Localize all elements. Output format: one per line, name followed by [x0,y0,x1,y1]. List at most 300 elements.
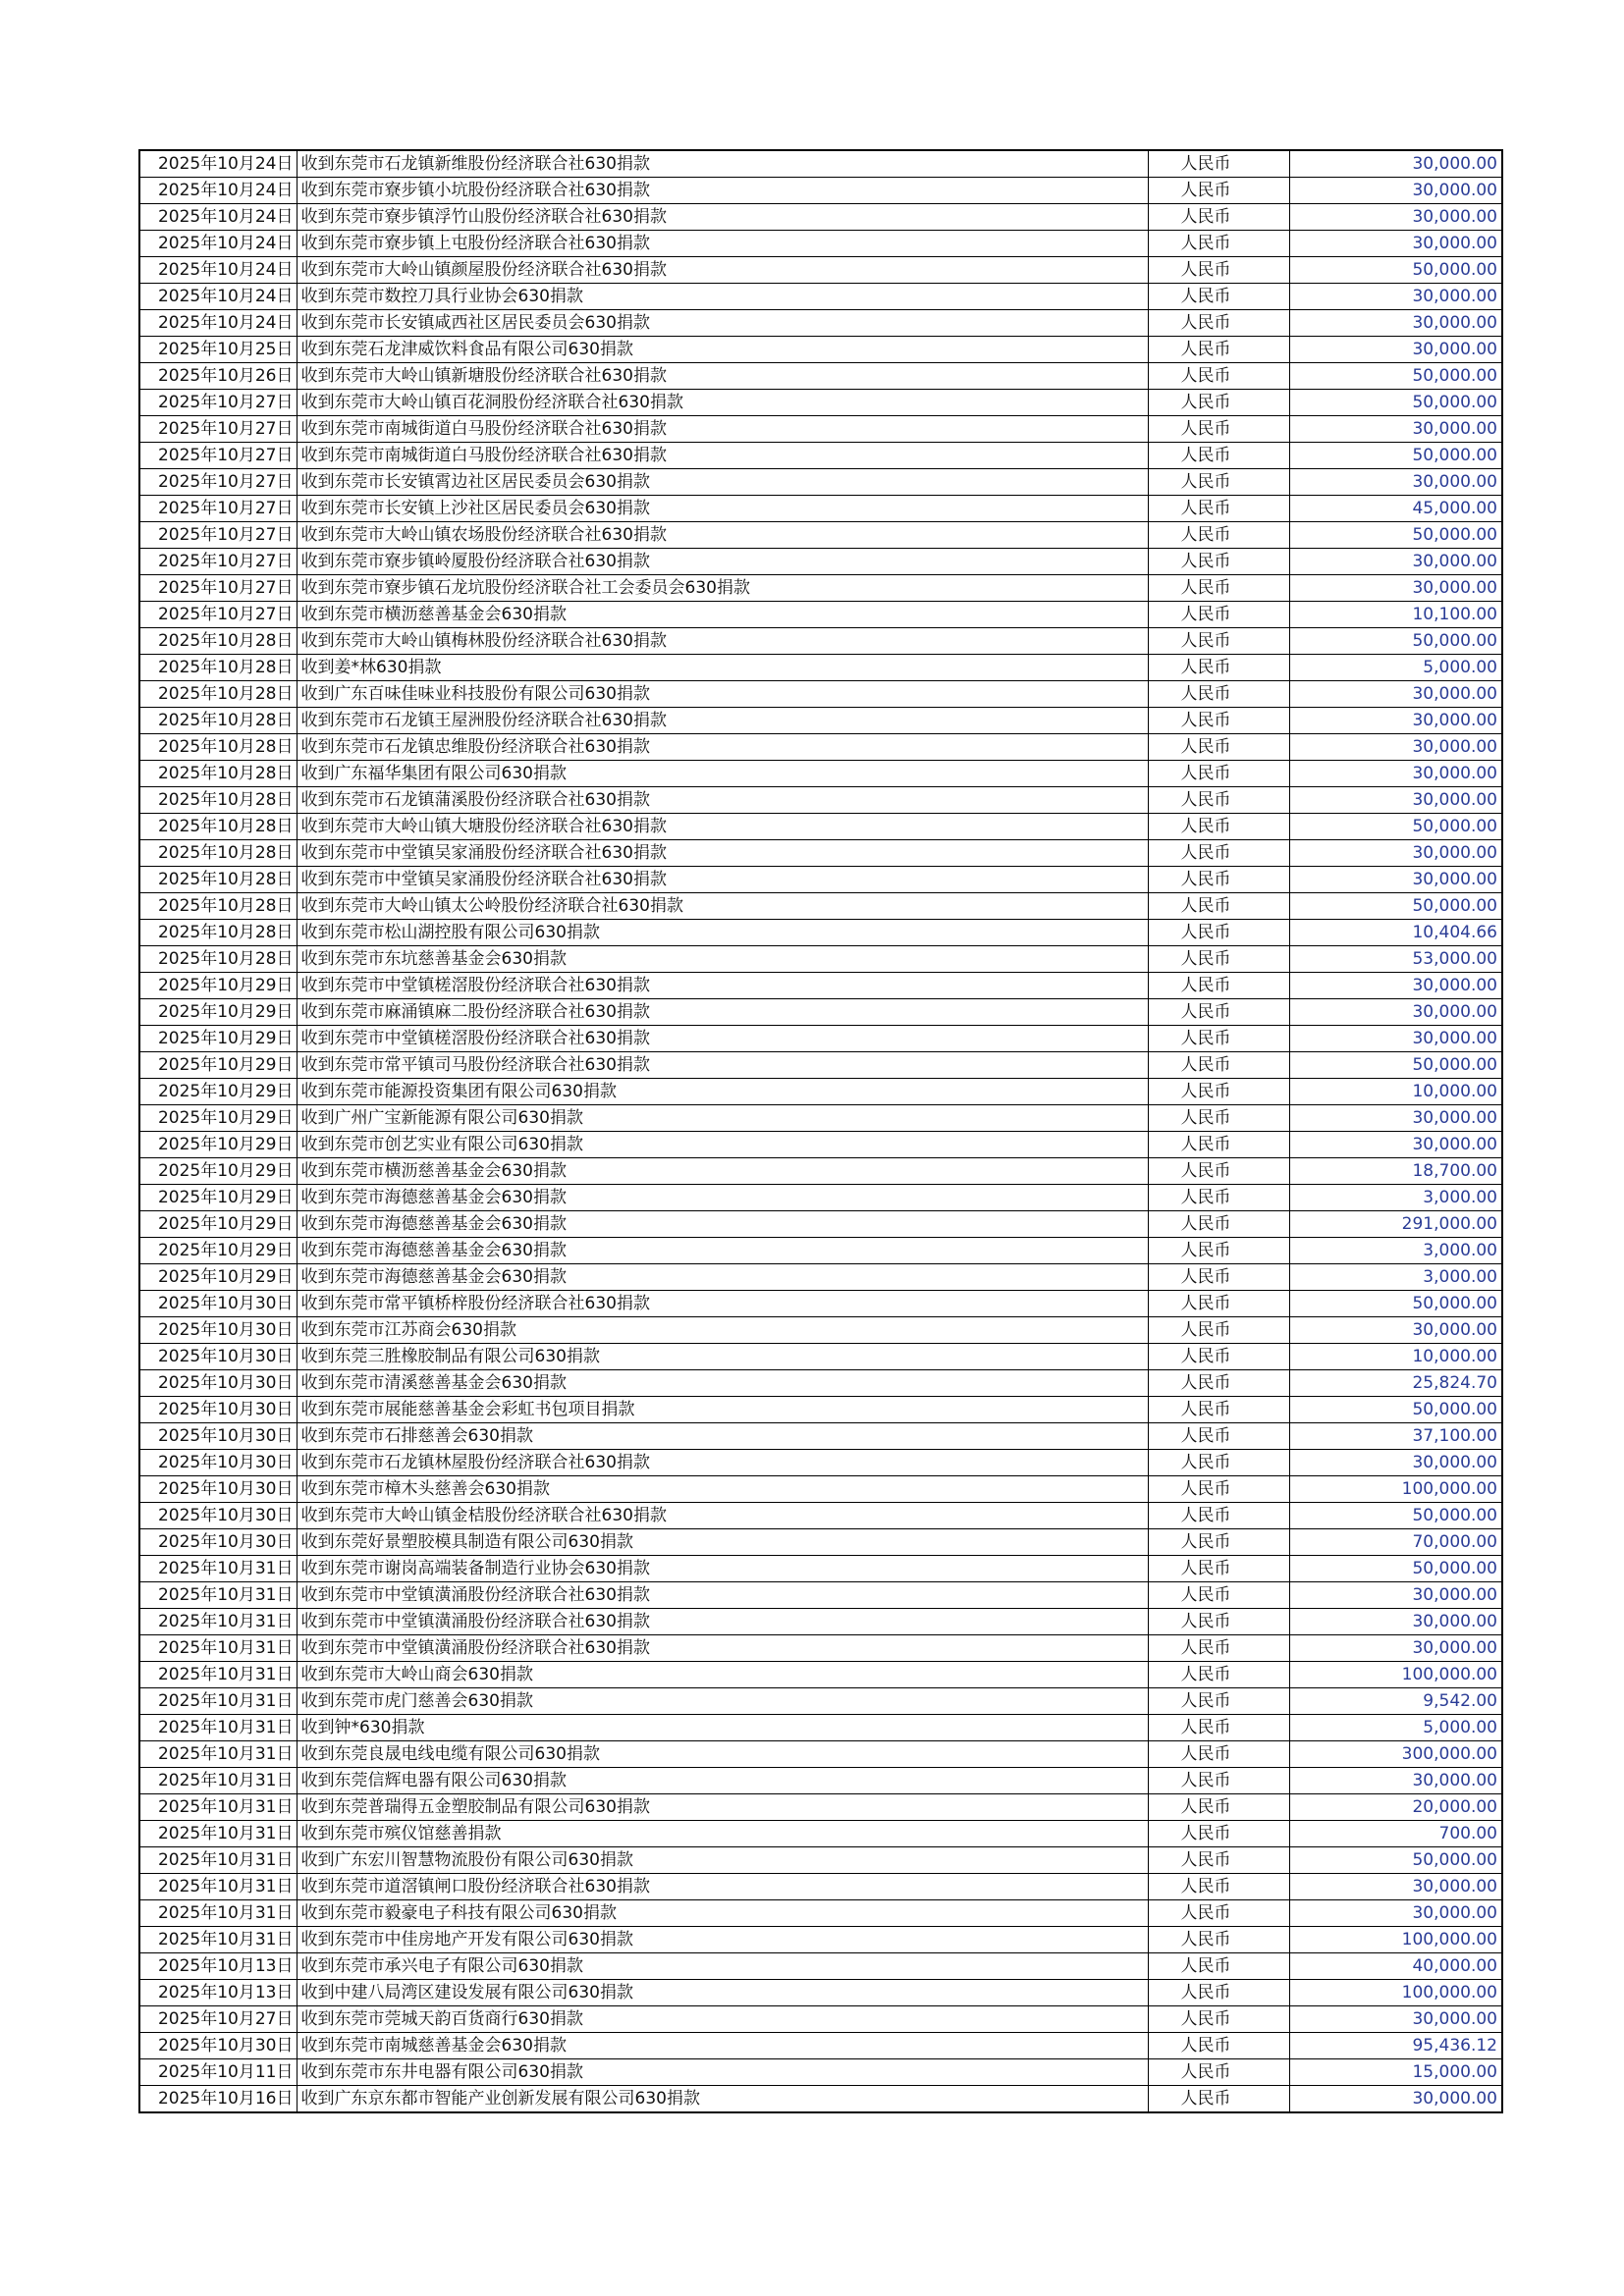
row-date: 2025年10月29日 [139,1185,297,1211]
row-description: 收到东莞市大岭山镇新塘股份经济联合社630捐款 [297,363,1148,390]
row-amount: 30,000.00 [1289,150,1502,178]
row-amount: 50,000.00 [1289,1556,1502,1582]
row-description: 收到东莞市石龙镇王屋洲股份经济联合社630捐款 [297,708,1148,734]
row-date: 2025年10月30日 [139,1529,297,1556]
row-description: 收到东莞市石排慈善会630捐款 [297,1423,1148,1450]
row-description: 收到东莞市寮步镇小坑股份经济联合社630捐款 [297,178,1148,204]
row-amount: 50,000.00 [1289,893,1502,920]
row-date: 2025年10月27日 [139,602,297,628]
row-currency: 人民币 [1148,496,1289,522]
table-row [139,973,1502,999]
ledger-body [139,150,1502,2112]
table-row [139,150,1502,178]
table-row [139,2059,1502,2086]
row-description: 收到东莞市松山湖控股有限公司630捐款 [297,920,1148,946]
row-amount: 50,000.00 [1289,1397,1502,1423]
row-currency: 人民币 [1148,1264,1289,1291]
row-date: 2025年10月27日 [139,443,297,469]
row-amount: 25,824.70 [1289,1370,1502,1397]
row-date: 2025年10月31日 [139,1741,297,1768]
table-row [139,1794,1502,1821]
row-description: 收到东莞市中堂镇潢涌股份经济联合社630捐款 [297,1609,1148,1635]
row-description: 收到东莞市长安镇上沙社区居民委员会630捐款 [297,496,1148,522]
row-date: 2025年10月26日 [139,363,297,390]
row-currency: 人民币 [1148,549,1289,575]
row-description: 收到东莞市长安镇咸西社区居民委员会630捐款 [297,310,1148,337]
table-row [139,1132,1502,1158]
row-date: 2025年10月28日 [139,708,297,734]
table-row [139,1264,1502,1291]
table-row [139,1688,1502,1715]
row-amount: 3,000.00 [1289,1238,1502,1264]
row-description: 收到东莞市殡仪馆慈善捐款 [297,1821,1148,1847]
row-date: 2025年10月24日 [139,310,297,337]
row-amount: 100,000.00 [1289,1476,1502,1503]
row-currency: 人民币 [1148,708,1289,734]
row-date: 2025年10月28日 [139,734,297,761]
row-currency: 人民币 [1148,1503,1289,1529]
row-date: 2025年10月31日 [139,1609,297,1635]
row-description: 收到东莞市中堂镇吴家涌股份经济联合社630捐款 [297,840,1148,867]
row-date: 2025年10月30日 [139,1476,297,1503]
row-amount: 30,000.00 [1289,416,1502,443]
row-date: 2025年10月24日 [139,178,297,204]
row-currency: 人民币 [1148,204,1289,231]
row-amount: 30,000.00 [1289,1132,1502,1158]
row-currency: 人民币 [1148,1450,1289,1476]
table-row [139,1026,1502,1052]
row-description: 收到东莞市常平镇桥梓股份经济联合社630捐款 [297,1291,1148,1317]
row-date: 2025年10月30日 [139,1503,297,1529]
row-description: 收到东莞市创艺实业有限公司630捐款 [297,1132,1148,1158]
row-description: 收到东莞市中堂镇潢涌股份经济联合社630捐款 [297,1635,1148,1662]
row-description: 收到东莞市石龙镇蒲溪股份经济联合社630捐款 [297,787,1148,814]
table-row [139,814,1502,840]
row-description: 收到东莞市寮步镇上屯股份经济联合社630捐款 [297,231,1148,257]
row-description: 收到东莞市寮步镇石龙坑股份经济联合社工会委员会630捐款 [297,575,1148,602]
row-description: 收到东莞市大岭山商会630捐款 [297,1662,1148,1688]
row-date: 2025年10月24日 [139,150,297,178]
row-amount: 30,000.00 [1289,1609,1502,1635]
table-row [139,1556,1502,1582]
row-date: 2025年10月28日 [139,628,297,655]
row-description: 收到广东百味佳味业科技股份有限公司630捐款 [297,681,1148,708]
table-row [139,840,1502,867]
row-date: 2025年10月27日 [139,522,297,549]
row-description: 收到东莞市清溪慈善基金会630捐款 [297,1370,1148,1397]
table-row [139,178,1502,204]
row-description: 收到东莞市能源投资集团有限公司630捐款 [297,1079,1148,1105]
row-amount: 3,000.00 [1289,1264,1502,1291]
row-amount: 30,000.00 [1289,867,1502,893]
row-date: 2025年10月31日 [139,1688,297,1715]
row-description: 收到东莞市石龙镇新维股份经济联合社630捐款 [297,150,1148,178]
row-currency: 人民币 [1148,416,1289,443]
row-description: 收到东莞市横沥慈善基金会630捐款 [297,602,1148,628]
row-currency: 人民币 [1148,1847,1289,1874]
table-row [139,1423,1502,1450]
table-row [139,1317,1502,1344]
row-description: 收到东莞市长安镇霄边社区居民委员会630捐款 [297,469,1148,496]
row-currency: 人民币 [1148,1052,1289,1079]
row-amount: 100,000.00 [1289,1662,1502,1688]
table-row [139,655,1502,681]
table-row [139,469,1502,496]
row-currency: 人民币 [1148,363,1289,390]
row-description: 收到东莞市江苏商会630捐款 [297,1317,1148,1344]
table-row [139,1768,1502,1794]
row-date: 2025年10月29日 [139,1158,297,1185]
row-amount: 15,000.00 [1289,2059,1502,2086]
table-row [139,1397,1502,1423]
row-amount: 30,000.00 [1289,708,1502,734]
row-amount: 10,404.66 [1289,920,1502,946]
row-currency: 人民币 [1148,1344,1289,1370]
row-date: 2025年10月27日 [139,575,297,602]
row-description: 收到东莞石龙津威饮料食品有限公司630捐款 [297,337,1148,363]
row-currency: 人民币 [1148,1132,1289,1158]
row-amount: 53,000.00 [1289,946,1502,973]
row-description: 收到东莞市樟木头慈善会630捐款 [297,1476,1148,1503]
row-date: 2025年10月30日 [139,1397,297,1423]
row-amount: 20,000.00 [1289,1794,1502,1821]
row-date: 2025年10月29日 [139,1026,297,1052]
row-amount: 5,000.00 [1289,1715,1502,1741]
table-row [139,920,1502,946]
row-description: 收到东莞市大岭山镇金桔股份经济联合社630捐款 [297,1503,1148,1529]
row-date: 2025年10月31日 [139,1927,297,1953]
row-currency: 人民币 [1148,1079,1289,1105]
row-description: 收到东莞市大岭山镇百花洞股份经济联合社630捐款 [297,390,1148,416]
row-date: 2025年10月28日 [139,681,297,708]
row-currency: 人民币 [1148,2006,1289,2033]
row-amount: 30,000.00 [1289,1582,1502,1609]
row-date: 2025年10月24日 [139,284,297,310]
row-amount: 30,000.00 [1289,284,1502,310]
table-row [139,390,1502,416]
row-amount: 30,000.00 [1289,1026,1502,1052]
row-description: 收到广东京东都市智能产业创新发展有限公司630捐款 [297,2086,1148,2113]
row-amount: 30,000.00 [1289,2006,1502,2033]
row-amount: 30,000.00 [1289,999,1502,1026]
row-currency: 人民币 [1148,231,1289,257]
table-row [139,893,1502,920]
row-amount: 30,000.00 [1289,575,1502,602]
row-amount: 30,000.00 [1289,469,1502,496]
row-currency: 人民币 [1148,787,1289,814]
row-amount: 30,000.00 [1289,549,1502,575]
table-row [139,443,1502,469]
table-row [139,1158,1502,1185]
row-date: 2025年10月11日 [139,2059,297,2086]
row-description: 收到东莞市大岭山镇大塘股份经济联合社630捐款 [297,814,1148,840]
table-row [139,363,1502,390]
row-amount: 30,000.00 [1289,734,1502,761]
row-amount: 50,000.00 [1289,1052,1502,1079]
table-row [139,1582,1502,1609]
row-date: 2025年10月29日 [139,1079,297,1105]
row-description: 收到东莞市数控刀具行业协会630捐款 [297,284,1148,310]
table-row [139,787,1502,814]
row-date: 2025年10月29日 [139,1132,297,1158]
row-amount: 291,000.00 [1289,1211,1502,1238]
row-description: 收到东莞市展能慈善基金会彩虹书包项目捐款 [297,1397,1148,1423]
table-row [139,1476,1502,1503]
row-currency: 人民币 [1148,1635,1289,1662]
table-row [139,602,1502,628]
row-date: 2025年10月25日 [139,337,297,363]
table-row [139,999,1502,1026]
row-currency: 人民币 [1148,681,1289,708]
row-currency: 人民币 [1148,1688,1289,1715]
row-amount: 50,000.00 [1289,390,1502,416]
row-amount: 30,000.00 [1289,787,1502,814]
row-currency: 人民币 [1148,469,1289,496]
table-row [139,1927,1502,1953]
row-currency: 人民币 [1148,1026,1289,1052]
table-row [139,1821,1502,1847]
row-currency: 人民币 [1148,893,1289,920]
row-amount: 50,000.00 [1289,1847,1502,1874]
row-amount: 37,100.00 [1289,1423,1502,1450]
row-description: 收到东莞市东坑慈善基金会630捐款 [297,946,1148,973]
row-date: 2025年10月28日 [139,867,297,893]
row-currency: 人民币 [1148,1158,1289,1185]
table-row [139,496,1502,522]
row-description: 收到东莞市石龙镇忠维股份经济联合社630捐款 [297,734,1148,761]
row-date: 2025年10月31日 [139,1900,297,1927]
row-date: 2025年10月30日 [139,1344,297,1370]
row-description: 收到东莞市大岭山镇农场股份经济联合社630捐款 [297,522,1148,549]
row-description: 收到东莞市毅豪电子科技有限公司630捐款 [297,1900,1148,1927]
row-currency: 人民币 [1148,522,1289,549]
row-currency: 人民币 [1148,1821,1289,1847]
table-row [139,1079,1502,1105]
row-currency: 人民币 [1148,1768,1289,1794]
row-currency: 人民币 [1148,1927,1289,1953]
row-description: 收到东莞市中堂镇槎滘股份经济联合社630捐款 [297,1026,1148,1052]
table-row [139,1238,1502,1264]
row-date: 2025年10月30日 [139,1450,297,1476]
row-amount: 30,000.00 [1289,1450,1502,1476]
table-row [139,1529,1502,1556]
row-amount: 50,000.00 [1289,522,1502,549]
row-date: 2025年10月24日 [139,231,297,257]
table-row [139,1344,1502,1370]
row-amount: 30,000.00 [1289,681,1502,708]
row-description: 收到钟*630捐款 [297,1715,1148,1741]
row-date: 2025年10月24日 [139,204,297,231]
row-date: 2025年10月24日 [139,257,297,284]
row-date: 2025年10月31日 [139,1847,297,1874]
row-description: 收到东莞市海德慈善基金会630捐款 [297,1264,1148,1291]
row-amount: 30,000.00 [1289,337,1502,363]
table-row [139,1609,1502,1635]
table-row [139,1370,1502,1397]
row-currency: 人民币 [1148,178,1289,204]
row-description: 收到广东福华集团有限公司630捐款 [297,761,1148,787]
table-row [139,708,1502,734]
row-amount: 30,000.00 [1289,1105,1502,1132]
row-description: 收到东莞市莞城天韵百货商行630捐款 [297,2006,1148,2033]
row-amount: 30,000.00 [1289,973,1502,999]
row-currency: 人民币 [1148,257,1289,284]
row-date: 2025年10月30日 [139,1317,297,1344]
table-row [139,549,1502,575]
table-row [139,1503,1502,1529]
row-date: 2025年10月28日 [139,655,297,681]
row-currency: 人民币 [1148,1370,1289,1397]
row-amount: 30,000.00 [1289,1635,1502,1662]
row-description: 收到广州广宝新能源有限公司630捐款 [297,1105,1148,1132]
row-amount: 30,000.00 [1289,178,1502,204]
row-currency: 人民币 [1148,1476,1289,1503]
row-date: 2025年10月28日 [139,840,297,867]
table-row [139,1105,1502,1132]
row-amount: 50,000.00 [1289,628,1502,655]
table-row [139,522,1502,549]
row-amount: 30,000.00 [1289,1768,1502,1794]
row-description: 收到姜*林630捐款 [297,655,1148,681]
row-amount: 18,700.00 [1289,1158,1502,1185]
row-date: 2025年10月27日 [139,469,297,496]
row-currency: 人民币 [1148,1662,1289,1688]
row-amount: 45,000.00 [1289,496,1502,522]
row-date: 2025年10月13日 [139,1953,297,1980]
row-description: 收到东莞市横沥慈善基金会630捐款 [297,1158,1148,1185]
row-date: 2025年10月13日 [139,1980,297,2006]
row-amount: 70,000.00 [1289,1529,1502,1556]
table-row [139,1052,1502,1079]
row-description: 收到东莞市中堂镇槎滘股份经济联合社630捐款 [297,973,1148,999]
row-currency: 人民币 [1148,575,1289,602]
row-currency: 人民币 [1148,1211,1289,1238]
row-amount: 3,000.00 [1289,1185,1502,1211]
row-description: 收到东莞信辉电器有限公司630捐款 [297,1768,1148,1794]
row-amount: 300,000.00 [1289,1741,1502,1768]
row-currency: 人民币 [1148,1980,1289,2006]
row-date: 2025年10月31日 [139,1821,297,1847]
row-description: 收到东莞市南城街道白马股份经济联合社630捐款 [297,443,1148,469]
row-description: 收到东莞良晟电线电缆有限公司630捐款 [297,1741,1148,1768]
table-row [139,257,1502,284]
table-row [139,1450,1502,1476]
row-date: 2025年10月31日 [139,1715,297,1741]
row-description: 收到东莞市麻涌镇麻二股份经济联合社630捐款 [297,999,1148,1026]
row-description: 收到东莞市常平镇司马股份经济联合社630捐款 [297,1052,1148,1079]
table-row [139,284,1502,310]
row-amount: 30,000.00 [1289,1317,1502,1344]
row-amount: 100,000.00 [1289,1980,1502,2006]
row-description: 收到中建八局湾区建设发展有限公司630捐款 [297,1980,1148,2006]
row-amount: 30,000.00 [1289,310,1502,337]
row-amount: 50,000.00 [1289,443,1502,469]
row-date: 2025年10月30日 [139,1370,297,1397]
table-row [139,1741,1502,1768]
table-row [139,761,1502,787]
row-currency: 人民币 [1148,602,1289,628]
row-description: 收到东莞市中佳房地产开发有限公司630捐款 [297,1927,1148,1953]
row-date: 2025年10月31日 [139,1794,297,1821]
row-date: 2025年10月30日 [139,1423,297,1450]
row-amount: 95,436.12 [1289,2033,1502,2059]
table-row [139,867,1502,893]
row-currency: 人民币 [1148,946,1289,973]
table-row [139,1715,1502,1741]
row-date: 2025年10月27日 [139,549,297,575]
row-description: 收到东莞市虎门慈善会630捐款 [297,1688,1148,1715]
row-currency: 人民币 [1148,1900,1289,1927]
row-amount: 700.00 [1289,1821,1502,1847]
row-description: 收到东莞市大岭山镇梅林股份经济联合社630捐款 [297,628,1148,655]
table-row [139,681,1502,708]
row-currency: 人民币 [1148,1397,1289,1423]
row-date: 2025年10月29日 [139,973,297,999]
table-row [139,1211,1502,1238]
row-date: 2025年10月29日 [139,1238,297,1264]
table-row [139,1980,1502,2006]
row-description: 收到东莞市南城街道白马股份经济联合社630捐款 [297,416,1148,443]
row-currency: 人民币 [1148,814,1289,840]
row-currency: 人民币 [1148,2086,1289,2113]
row-date: 2025年10月30日 [139,1291,297,1317]
row-date: 2025年10月29日 [139,1052,297,1079]
table-row [139,1953,1502,1980]
row-amount: 30,000.00 [1289,1874,1502,1900]
row-currency: 人民币 [1148,1529,1289,1556]
table-row [139,1185,1502,1211]
table-row [139,231,1502,257]
row-date: 2025年10月27日 [139,390,297,416]
row-description: 收到东莞市承兴电子有限公司630捐款 [297,1953,1148,1980]
row-currency: 人民币 [1148,310,1289,337]
donation-ledger-table [138,149,1503,2113]
row-date: 2025年10月28日 [139,787,297,814]
row-currency: 人民币 [1148,999,1289,1026]
row-date: 2025年10月29日 [139,1211,297,1238]
row-amount: 50,000.00 [1289,1291,1502,1317]
row-amount: 50,000.00 [1289,257,1502,284]
row-currency: 人民币 [1148,840,1289,867]
row-date: 2025年10月31日 [139,1874,297,1900]
row-currency: 人民币 [1148,443,1289,469]
table-row [139,628,1502,655]
row-description: 收到东莞市大岭山镇颜屋股份经济联合社630捐款 [297,257,1148,284]
row-currency: 人民币 [1148,973,1289,999]
row-currency: 人民币 [1148,734,1289,761]
row-currency: 人民币 [1148,337,1289,363]
row-amount: 30,000.00 [1289,840,1502,867]
row-amount: 50,000.00 [1289,1503,1502,1529]
row-currency: 人民币 [1148,1238,1289,1264]
row-description: 收到东莞普瑞得五金塑胶制品有限公司630捐款 [297,1794,1148,1821]
row-amount: 10,000.00 [1289,1344,1502,1370]
row-date: 2025年10月27日 [139,2006,297,2033]
row-amount: 30,000.00 [1289,761,1502,787]
row-currency: 人民币 [1148,284,1289,310]
table-row [139,2033,1502,2059]
row-amount: 30,000.00 [1289,1900,1502,1927]
table-row [139,2006,1502,2033]
row-amount: 30,000.00 [1289,2086,1502,2113]
table-row [139,2086,1502,2113]
row-date: 2025年10月31日 [139,1582,297,1609]
row-currency: 人民币 [1148,1185,1289,1211]
row-currency: 人民币 [1148,1582,1289,1609]
row-date: 2025年10月28日 [139,761,297,787]
row-description: 收到东莞市南城慈善基金会630捐款 [297,2033,1148,2059]
table-row [139,734,1502,761]
